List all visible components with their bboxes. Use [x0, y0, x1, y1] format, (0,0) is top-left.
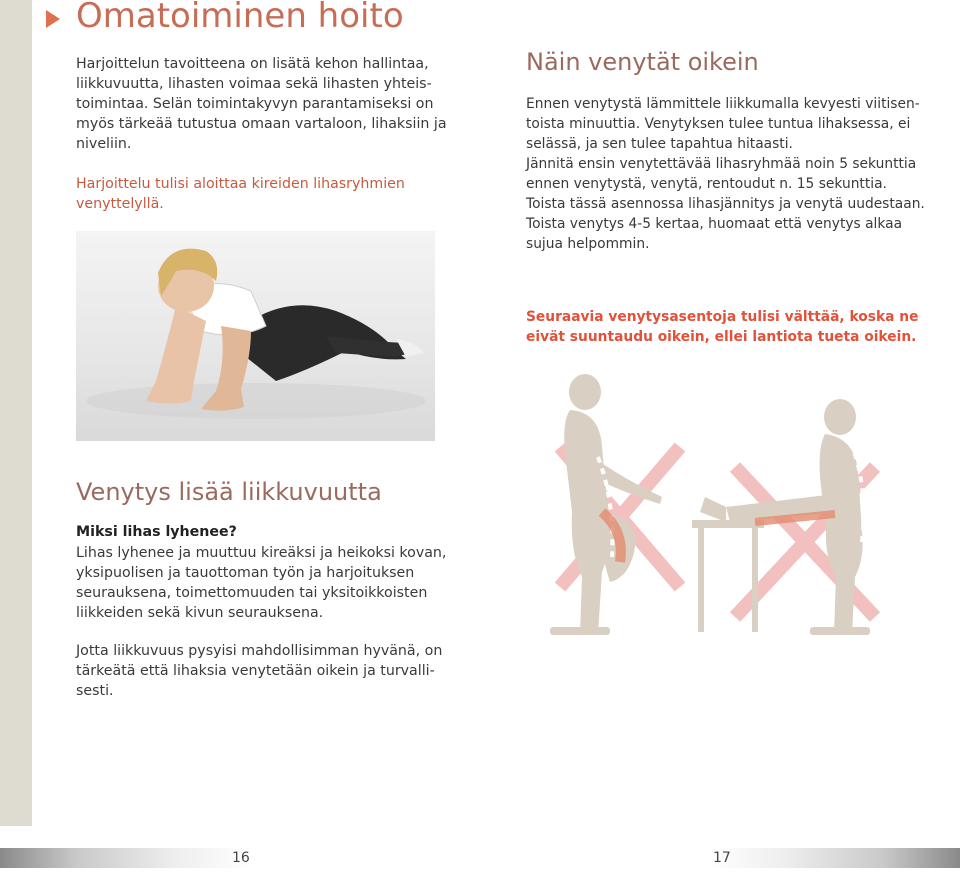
intro-line: myös tärkeää tutustua omaan vartaloon, lihaksiin ja [76, 116, 447, 132]
why-heading: Miksi lihas lyhenee? [76, 524, 237, 540]
warning-line: eivät suuntaudu oikein, ellei lantiota tueta oikein. [526, 329, 917, 345]
how-to-text [526, 94, 925, 254]
section-heading-stretch: Venytys lisää liikkuvuutta [76, 478, 382, 506]
mobility-text [76, 641, 442, 701]
how-to-line: selässä, ja sen tulee tapahtua hitaasti. [526, 136, 793, 152]
warning-text [526, 307, 918, 347]
why-line: liikkeiden sekä kivun seurauksena. [76, 605, 324, 621]
footer-gradient-bar [0, 848, 960, 868]
mobility-line: tärkeätä että lihaksia venytetään oikein ja turvalli- [76, 663, 435, 679]
how-to-line: ennen venytystä, venytä, rentoudut n. 15 sekunttia. [526, 176, 887, 192]
left-margin-strip [0, 0, 32, 826]
intro-line: liikkuvuutta, lihasten voimaa sekä lihasten yhteis- [76, 76, 432, 92]
warning-line: Seuraavia venytysasentoja tulisi välttää, koska ne [526, 309, 919, 325]
highlight-line: venyttelyllä. [76, 196, 164, 212]
why-line: seurauksena, toimettomuuden tai yksitoikkoisten [76, 585, 428, 601]
table-icon [692, 520, 764, 632]
page-title: Omatoiminen hoito [76, 0, 404, 36]
avoid-stretches-illustration [540, 372, 950, 640]
how-to-line: toista minuuttia. Venytyksen tulee tuntua lihaksessa, ei [526, 116, 911, 132]
standing-figure-left [550, 374, 662, 635]
how-to-line: sujua helpommin. [526, 236, 650, 252]
how-to-line: Toista venytys 4-5 kertaa, huomaat että venytys alkaa [526, 216, 903, 232]
page-number-right: 17 [713, 850, 731, 866]
intro-line: toimintaa. Selän toimintakyvyn parantamiseksi on [76, 96, 434, 112]
how-to-line: Jännitä ensin venytettävää lihasryhmää noin 5 sekunttia [526, 156, 917, 172]
how-to-line: Ennen venytystä lämmittele liikkumalla kevyesti viitisen- [526, 96, 920, 112]
intro-text [76, 54, 447, 154]
stretching-woman-photo [76, 231, 435, 441]
triangle-bullet-icon [46, 10, 60, 28]
mobility-line: Jotta liikkuvuus pysyisi mahdollisimman hyvänä, on [76, 643, 443, 659]
intro-highlight [76, 174, 405, 214]
mobility-line: sesti. [76, 683, 114, 699]
highlight-line: Harjoittelu tulisi aloittaa kireiden lihasryhmien [76, 176, 405, 192]
intro-line: Harjoittelun tavoitteena on lisätä kehon hallintaa, [76, 56, 429, 72]
page-number-left: 16 [232, 850, 250, 866]
why-line: Lihas lyhenee ja muuttuu kireäksi ja heikoksi kovan, [76, 545, 447, 561]
intro-line: niveliin. [76, 136, 132, 152]
section-heading-how-to: Näin venytät oikein [526, 48, 759, 76]
why-line: yksipuolisen ja tauottoman työn ja harjoituksen [76, 565, 415, 581]
why-text [76, 543, 446, 623]
how-to-line: Toista tässä asennossa lihasjännitys ja venytä uudestaan. [526, 196, 925, 212]
